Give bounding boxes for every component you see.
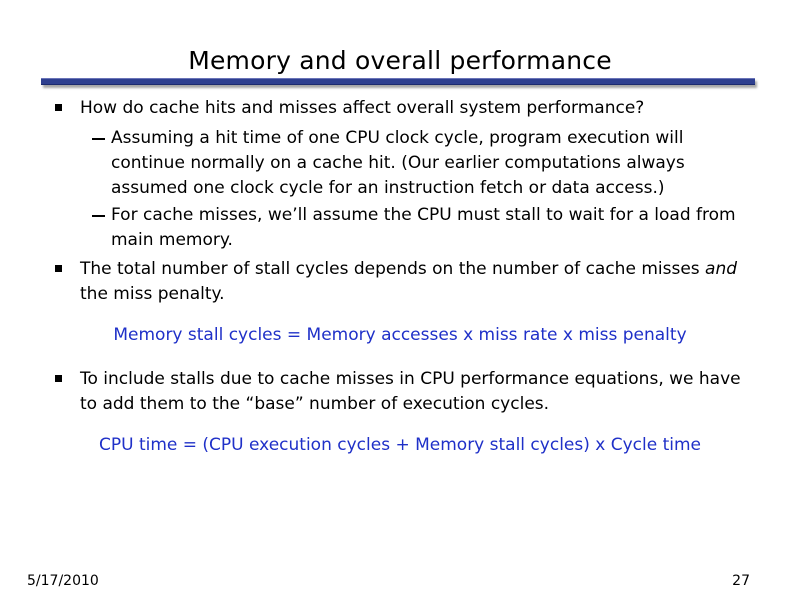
bullet-1-text: How do cache hits and misses affect overall system performance? (80, 98, 645, 118)
equation-memory-stall: Memory stall cycles = Memory accesses x miss rate x miss penalty (113, 325, 687, 345)
page-title: Memory and overall performance (188, 46, 612, 75)
bullet-2-text (80, 257, 750, 307)
bullet-marker (55, 104, 62, 111)
footer-page-number: 27 (732, 573, 750, 589)
footer-date: 5/17/2010 (27, 573, 99, 589)
bullet-marker (55, 375, 62, 382)
equation-cpu-time: CPU time = (CPU execution cycles + Memory stall cycles) x Cycle time (98, 435, 701, 455)
dash-marker (92, 138, 105, 140)
sub-bullet-1-text: Assuming a hit time of one CPU clock cycle, program execution will continue normally on a cache hit. (Our earlier computations always assumed one clock cycle for an instruction fetch or data access.) (111, 128, 685, 198)
title-underline-bar (41, 78, 755, 85)
dash-marker (92, 215, 105, 217)
bullet-3-text: To include stalls due to cache misses in CPU performance equations, we have to add them to the “base” number of execution cycles. (80, 369, 741, 414)
sub-bullet-2-text: For cache misses, we’ll assume the CPU must stall to wait for a load from main memory. (111, 205, 736, 250)
bullet-2-part2: the miss penalty. (80, 284, 225, 304)
bullet-marker (55, 265, 62, 272)
bullet-2-emphasis: and (705, 259, 738, 279)
bullet-2-part1: The total number of stall cycles depends on the number of cache misses (80, 259, 706, 279)
